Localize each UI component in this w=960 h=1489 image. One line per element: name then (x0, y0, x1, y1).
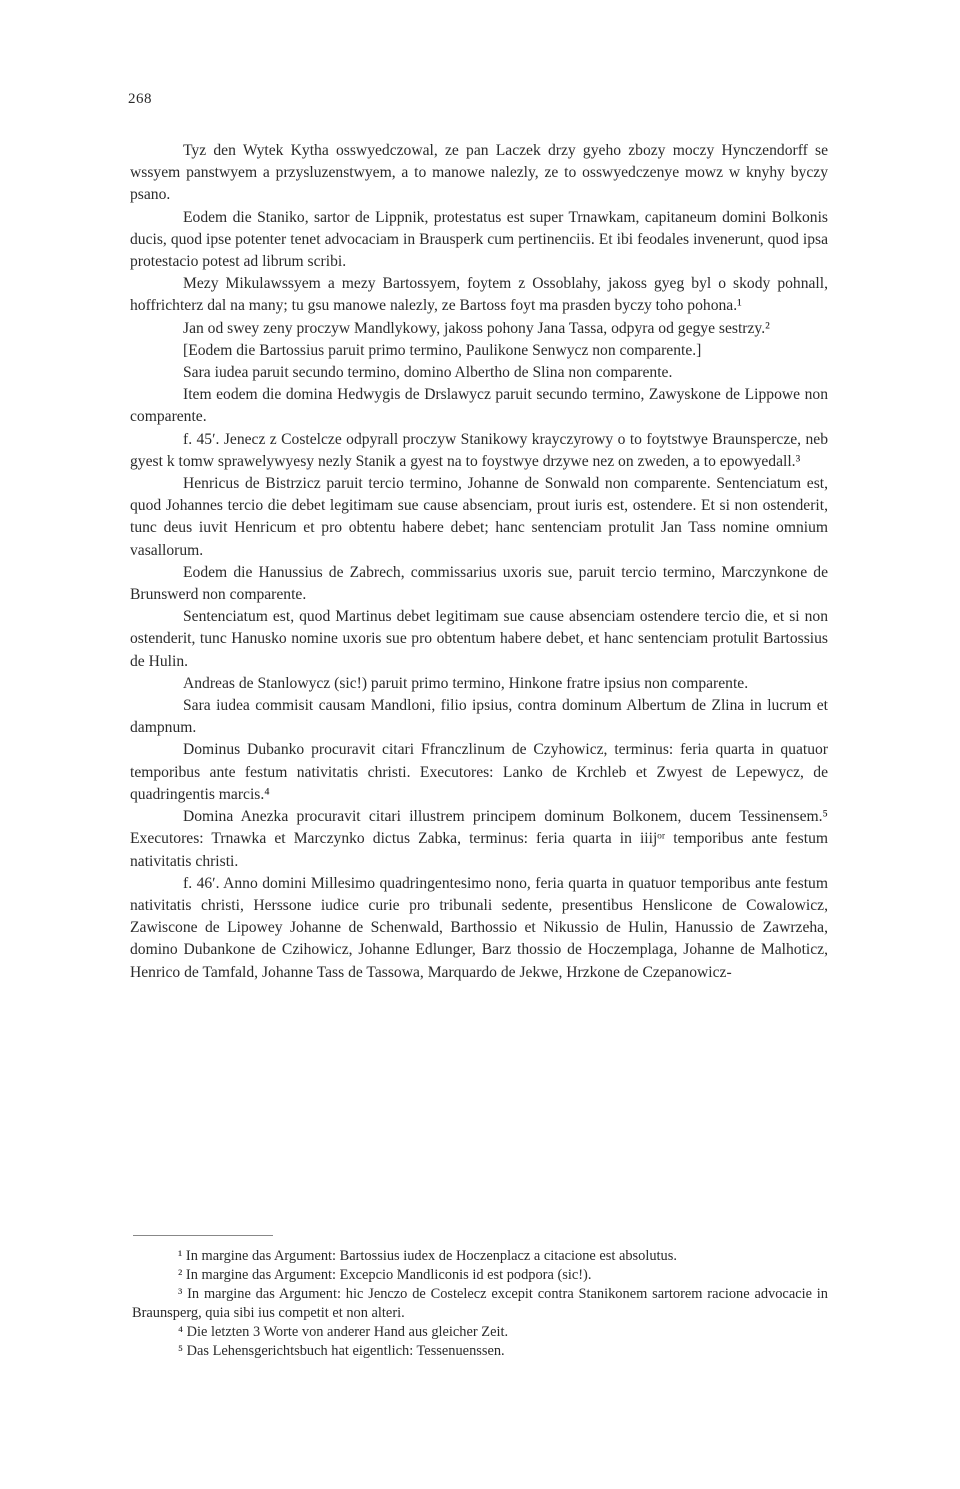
footnote: ⁴ Die letzten 3 Worte von anderer Hand aus gleicher Zeit. (178, 1324, 509, 1340)
paragraph: Jan od swey zeny proczyw Mandlykowy, jakoss pohony Jana Tassa, odpyra od gegye sestrzy.² (183, 319, 770, 337)
page-number: 268 (128, 91, 152, 107)
paragraph: Sara iudea commisit causam Mandloni, filio ipsius, contra dominum Albertum de Zlina in lucrum et dampnum. (130, 697, 828, 737)
paragraph: [Eodem die Bartossius paruit primo termino, Paulikone Senwycz non comparente.] (183, 341, 702, 359)
paragraph: Andreas de Stanlowycz (sic!) paruit primo termino, Hinkone fratre ipsius non comparente. (183, 674, 749, 692)
paragraph: f. 45ʹ. Jenecz z Costelcze odpyrall proczyw Stanikowy krayczyrowy o to foytstwye Braunspercze, neb gyest k tomw sprawelywyesy nezly Stanik a gyest na to foystwye drzywe nez on zweden, a to epowyedall.³ (130, 430, 828, 470)
paragraph: Domina Anezka procuravit citari illustrem principem dominum Bolkonem, ducem Tessinensem.⁵ Executores: Trnawka et Marczynko dictus Zabka, terminus: feria quarta in iiijᵒʳ temporibus ante festum nativitatis christi. (130, 808, 828, 870)
paragraph: Eodem die Hanussius de Zabrech, commissarius uxoris sue, paruit tercio termino, Marczynkone de Brunswerd non comparente. (130, 563, 828, 604)
footnote: ¹ In margine das Argument: Bartossius iudex de Hoczenplacz a citacione est absolutus. (178, 1248, 677, 1264)
footnotes (132, 1247, 828, 1361)
main-text (130, 140, 828, 984)
paragraph: Sara iudea paruit secundo termino, domino Albertho de Slina non comparente. (183, 364, 673, 382)
paragraph: Dominus Dubanko procuravit citari Ffranczlinum de Czyhowicz, terminus: feria quarta in quatuor temporibus ante festum nativitatis christi. Executores: Lanko de Krchleb et Zwyest de Lepewycz, de quadringentis marcis.⁴ (130, 741, 828, 803)
paragraph: Henricus de Bistrzicz paruit tercio termino, Johanne de Sonwald non comparente. Sentenciatum est, quod Johannes tercio die debet legitimam sue cause absenciam, prout iuris est, ostendere. Et si non ostenderit, tunc deus iuvit Henricum et pro obtentu habere debet; hanc sentenciam protulit Jan Tass nomine omnium vasallorum. (130, 475, 828, 559)
paragraph: Item eodem die domina Hedwygis de Drslawycz paruit secundo termino, Zawyskone de Lippowe non comparente. (130, 386, 828, 426)
footnote: ³ In margine das Argument: hic Jenczo de Costelecz excepit contra Stanikonem sartorem racione advocacie in Braunsperg, quia sibi ius competit et non alteri. (132, 1286, 828, 1321)
paragraph: Mezy Mikulawssyem a mezy Bartossyem, foytem z Ossoblahy, jakoss gyeg byl o skody pohnall, hoffrichterz dal na many; tu gsu manowe nalezly, ze Bartoss foyt ma prasden byczy toho pohona.¹ (130, 275, 828, 315)
paragraph: Tyz den Wytek Kytha osswyedczowal, ze pan Laczek drzy gyeho zbozy moczy Hynczendorff se wssyem panstwyem a przysluzenstwyem, a to manowe nalezly, ze to osswyedczenye mowz w knyhy byczy psano. (130, 142, 828, 204)
paragraph: Eodem die Staniko, sartor de Lippnik, protestatus est super Trnawkam, capitaneum domini Bolkonis ducis, quod ipse potenter tenet advocaciam in Brausperk cum pertinenciis. Et ibi feodales invenerunt, quod ipsa protestacio potest ad librum scribi. (130, 208, 828, 271)
footnote: ² In margine das Argument: Excepcio Mandliconis id est podpora (sic!). (178, 1267, 592, 1283)
paragraph: f. 46ʹ. Anno domini Millesimo quadringentesimo nono, feria quarta in quatuor temporibus ante festum nativitatis christi, Herssone iudice curie pro tribunali sedente, presentibus Henslicone de Cowalowicz, Zawiscone de Lipowey Johanne de Schenwald, Barthossio et Nikussio de Hulin, Hanussio de Zawrzeha, domino Dubankone de Czihowicz, Johanne Edlunger, Barz thossio de Hoczemplaga, Johanne de Malhoticz, Henrico de Tamfald, Johanne Tass de Tassowa, Marquardo de Jekwe, Hrzkone de Czepanowicz- (130, 874, 828, 981)
paragraph: Sentenciatum est, quod Martinus debet legitimam sue cause absenciam ostendere tercio die, et si non ostenderit, tunc Hanusko nomine uxoris sue pro obtentum habere debet, et hanc sentenciam protulit Bartossius de Hulin. (130, 608, 828, 670)
footnote-separator (133, 1235, 273, 1236)
footnote: ⁵ Das Lehensgerichtsbuch hat eigentlich: Tessenuenssen. (178, 1343, 505, 1359)
